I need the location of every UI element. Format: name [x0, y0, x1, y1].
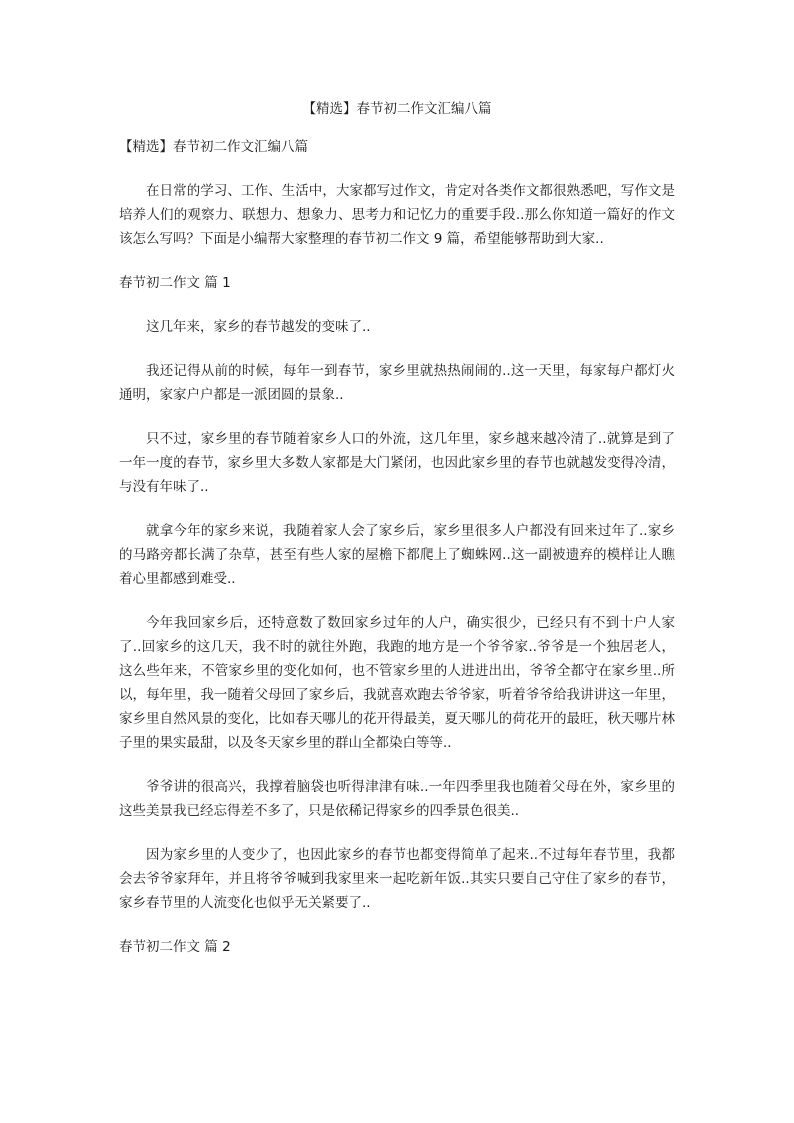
- intro-paragraph: 在日常的学习、工作、生活中，大家都写过作文，肯定对各类作文都很熟悉吧，写作文是培养人们的观察力、联想力、想象力、思考力和记忆力的重要手段..那么你知道一篇好的作文该怎么写吗？下面是小编帮大家整理的春节初二作文 9 篇，希望能够帮助到大家..: [119, 183, 675, 247]
- section-heading: 春节初二作文 篇 1: [119, 275, 231, 291]
- paragraph: 因为家乡里的人变少了，也因此家乡的春节也都变得简单了起来..不过每年春节里，我都会去爷爷家拜年，并且将爷爷喊到我家里来一起吃新年饭..其实只要自己守住了家乡的春节，家乡春节里的人流变化也似乎无关紧要了..: [119, 847, 675, 911]
- paragraph: 这几年来，家乡的春节越发的变味了..: [146, 319, 371, 335]
- paragraph: 今年我回家乡后，还特意数了数回家乡过年的人户，确实很少，已经只有不到十户人家了..回家乡的这几天，我不时的就往外跑，我跑的地方是一个爷爷家..爷爷是一个独居老人，这么些年来，不管家乡里的变化如何，也不管家乡里的人进进出出，爷爷全都守在家乡里..所以，每年里，我一随着父母回了家乡后，我就喜欢跑去爷爷家，听着爷爷给我讲讲这一年里，家乡里自然风景的变化，比如春天哪儿的花开得最美，夏天哪儿的荷花开的最旺，秋天哪片林子里的果实最甜，以及冬天家乡里的群山全都染白等等..: [119, 615, 675, 751]
- document-body: [119, 135, 675, 979]
- section-heading: 春节初二作文 篇 2: [119, 939, 231, 955]
- paragraph: 我还记得从前的时候，每年一到春节，家乡里就热热闹闹的..这一天里，每家每户都灯火通明，家家户户都是一派团圆的景象..: [119, 363, 675, 403]
- paragraph: 就拿今年的家乡来说，我随着家人会了家乡后，家乡里很多人户都没有回来过年了..家乡的马路旁都长满了杂草，甚至有些人家的屋檐下都爬上了蜘蛛网..这一副被遗弃的模样让人瞧着心里都感到难受..: [119, 523, 675, 587]
- paragraph: 爷爷讲的很高兴，我撑着脑袋也听得津津有味..一年四季里我也随着父母在外，家乡里的这些美景我已经忘得差不多了，只是依稀记得家乡的四季景色很美..: [119, 779, 675, 819]
- document-title: 【精选】春节初二作文汇编八篇: [302, 101, 492, 117]
- document-subtitle: 【精选】春节初二作文汇编八篇: [119, 139, 308, 155]
- paragraph: 只不过，家乡里的春节随着家乡人口的外流，这几年里，家乡越来越冷清了..就算是到了一年一度的春节，家乡里大多数人家都是大门紧闭，也因此家乡里的春节也就越发变得冷清，与没有年味了..: [119, 431, 675, 495]
